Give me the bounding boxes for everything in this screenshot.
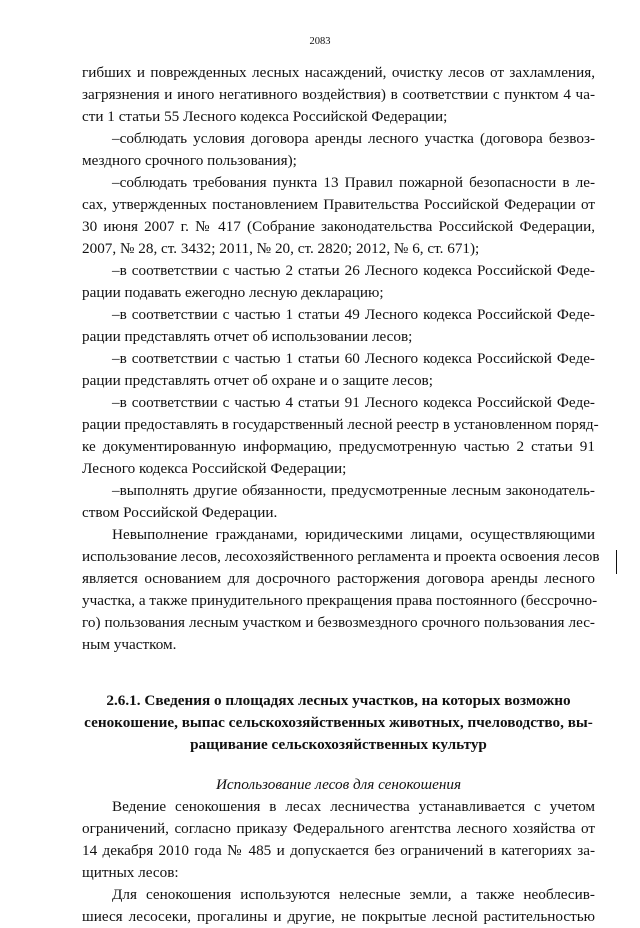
text-line: рации представлять отчет об использовании лесов;: [82, 328, 413, 345]
text-line: –в соответствии с частью 1 статьи 60 Лесного кодекса Российской Феде-: [112, 350, 595, 367]
text-line: –в соответствии с частью 2 статьи 26 Лесного кодекса Российской Феде-: [112, 262, 595, 279]
text-line: Для сенокошения используются нелесные земли, а также необлесив-: [112, 886, 595, 903]
text-line: ством Российской Федерации.: [82, 504, 278, 521]
text-line: –выполнять другие обязанности, предусмотренные лесным законодатель-: [112, 482, 595, 499]
text-line: –соблюдать требования пункта 13 Правил пожарной безопасности в ле-: [112, 174, 595, 191]
section-heading-line: ращивание сельскохозяйственных культур: [190, 736, 487, 753]
text-line: мездного срочного пользования);: [82, 152, 297, 169]
text-line: –в соответствии с частью 4 статьи 91 Лесного кодекса Российской Феде-: [112, 394, 595, 411]
section-heading-line: 2.6.1. Сведения о площадях лесных участков, на которых возможно: [106, 692, 571, 709]
text-line: участка, а также принудительного прекращения права постоянного (бессрочно-: [82, 592, 598, 609]
section-heading-line: сенокошение, выпас сельскохозяйственных животных, пчеловодство, вы-: [84, 714, 593, 731]
text-line: Невыполнение гражданами, юридическими лицами, осуществляющими: [112, 526, 595, 543]
text-line: го) пользования лесным участком и безвозмездного срочного пользования лес-: [82, 614, 595, 631]
text-line: ке документированную информацию, предусмотренную частью 2 статьи 91: [82, 438, 595, 455]
text-line: Лесного кодекса Российской Федерации;: [82, 460, 347, 477]
text-line: –в соответствии с частью 1 статьи 49 Лесного кодекса Российской Феде-: [112, 306, 595, 323]
text-line: 14 декабря 2010 года № 485 и допускается без ограничений в категориях за-: [82, 842, 595, 859]
subsection-title: Использование лесов для сенокошения: [215, 776, 462, 793]
text-line: сти 1 статьи 55 Лесного кодекса Российской Федерации;: [82, 108, 448, 125]
text-line: щитных лесов:: [82, 864, 179, 881]
text-line: ным участком.: [82, 636, 177, 653]
text-line: является основанием для досрочного расторжения договора аренды лесного: [82, 570, 595, 587]
text-line: Ведение сенокошения в лесах лесничества устанавливается с учетом: [112, 798, 595, 815]
text-line: загрязнения и иного негативного воздействия) в соответствии с пунктом 4 ча-: [82, 86, 595, 103]
text-line: использование лесов, лесохозяйственного регламента и проекта освоения лесов: [82, 548, 600, 565]
text-line: рации подавать ежегодно лесную декларацию;: [82, 284, 384, 301]
text-line: шиеся лесосеки, прогалины и другие, не покрытые лесной растительностью: [82, 908, 595, 925]
text-line: ограничений, согласно приказу Федерального агентства лесного хозяйства от: [82, 820, 595, 837]
text-line: гибших и поврежденных лесных насаждений, очистку лесов от захламления,: [82, 64, 595, 81]
text-line: 2007, № 28, ст. 3432; 2011, № 20, ст. 2820; 2012, № 6, ст. 671);: [82, 240, 480, 257]
margin-change-bar: [616, 550, 617, 574]
text-line: рации предоставлять в государственный лесной реестр в установленном поряд-: [82, 416, 599, 433]
page-number: 2083: [309, 36, 331, 47]
text-line: 30 июня 2007 г. № 417 (Собрание законодательства Российской Федерации,: [82, 218, 595, 235]
text-line: –соблюдать условия договора аренды лесного участка (договора безвоз-: [112, 130, 595, 147]
text-line: рации представлять отчет об охране и о защите лесов;: [82, 372, 433, 389]
text-line: сах, утвержденных постановлением Правительства Российской Федерации от: [82, 196, 595, 213]
